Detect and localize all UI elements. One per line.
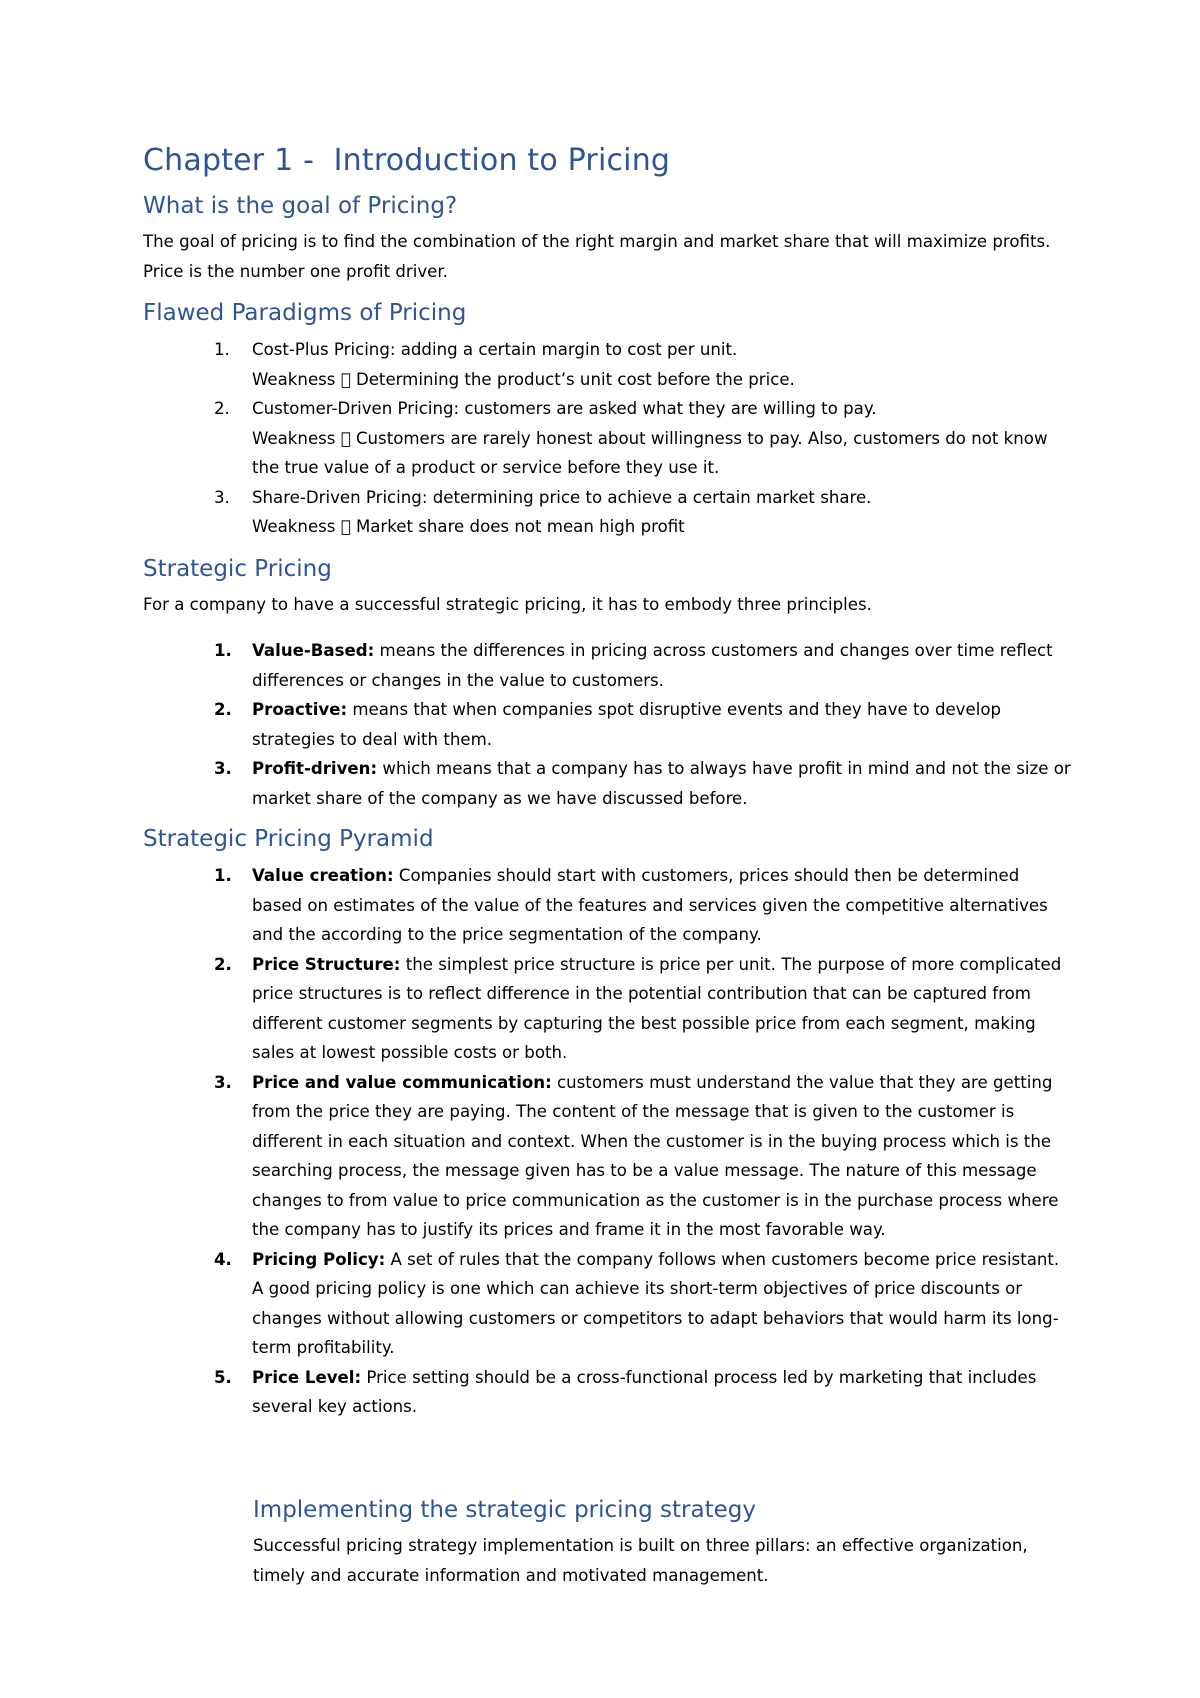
list-item	[214, 394, 1072, 483]
list-number: 2.	[214, 954, 232, 974]
item-text: means the differences in pricing across customers and changes over time reflect differences or changes in the value to customers.	[252, 641, 1053, 690]
item-text: which means that a company has to always have profit in mind and not the size or market share of the company as we have discussed before.	[252, 759, 1071, 808]
list-item	[214, 861, 1072, 950]
list-number: 3.	[214, 487, 230, 507]
strategic-pricing-intro: For a company to have a successful strategic pricing, it has to embody three principles.	[143, 595, 872, 614]
weakness-text: Weakness Determining the product’s unit cost before the price.	[252, 369, 780, 389]
list-item-text: Share-Driven Pricing: determining price to achieve a certain market share.	[252, 487, 872, 507]
implementing-paragraph: Successful pricing strategy implementation is built on three pillars: an effective organization, timely and accurate information and motivated management.	[253, 1536, 1028, 1585]
weakness-text: Weakness Market share does not mean high profit	[252, 517, 670, 536]
implementing-heading: Implementing the strategic pricing strategy	[253, 1497, 756, 1523]
strategic-principles-list	[214, 636, 1072, 813]
item-text: means that when companies spot disruptive events and they have to develop strategies to deal with them.	[252, 700, 1002, 749]
pyramid-heading: Strategic Pricing Pyramid	[143, 826, 434, 852]
list-item	[214, 950, 1072, 1068]
item-label: Value-Based:	[252, 641, 375, 660]
item-label: Value creation:	[252, 866, 394, 885]
item-label: Price and value communication:	[252, 1072, 552, 1092]
item-text: A set of rules that the company follows when customers become price resistant. A good pricing policy is one which can achieve its short-term objectives of price discounts or changes without allowing customers or competitors to adapt behaviors that would harm its long-term profitability.	[252, 1249, 1060, 1357]
strategic-pricing-heading: Strategic Pricing	[143, 556, 332, 582]
list-number: 3.	[214, 1072, 232, 1092]
list-item	[214, 1245, 1072, 1363]
item-label: Price Structure:	[252, 954, 401, 974]
item-label: Proactive:	[252, 700, 348, 719]
list-item	[214, 1068, 1072, 1245]
flawed-paradigms-heading: Flawed Paradigms of Pricing	[143, 300, 467, 326]
flawed-paradigms-list	[214, 335, 1072, 542]
goal-heading: What is the goal of Pricing?	[143, 193, 458, 219]
list-number: 2.	[214, 399, 230, 418]
list-number: 2.	[214, 700, 232, 719]
item-text: Price setting should be a cross-functional process led by marketing that includes several key actions.	[252, 1367, 1037, 1416]
list-number: 1.	[214, 866, 232, 885]
item-label: Profit-driven:	[252, 759, 378, 778]
weakness-text: Weakness Customers are rarely honest about willingness to pay. Also, customers do not know the true value of a product or service before they use it.	[252, 428, 1065, 477]
list-item	[214, 483, 1072, 542]
list-item	[214, 1363, 1072, 1422]
list-item-text: Cost-Plus Pricing: adding a certain margin to cost per unit.	[252, 340, 738, 359]
item-text: the simplest price structure is price per unit. The purpose of more complicated price structures is to reflect difference in the potential contribution that can be captured from different customer segments by capturing the best possible price from each segment, making sales at lowest possible costs or both.	[252, 954, 1062, 1062]
list-item	[214, 695, 1072, 754]
item-text: Companies should start with customers, prices should then be determined based on estimates of the value of the features and services given the competitive alternatives and the according to the price segmentation of the company.	[252, 866, 1048, 944]
list-item	[214, 636, 1072, 695]
list-number: 1.	[214, 641, 232, 660]
item-label: Price Level:	[252, 1367, 362, 1387]
chapter-title: Chapter 1 - Introduction to Pricing	[143, 143, 671, 178]
list-number: 4.	[214, 1249, 232, 1269]
list-number: 5.	[214, 1367, 232, 1387]
goal-paragraph: The goal of pricing is to find the combination of the right margin and market share that will maximize profits. Price is the number one profit driver.	[143, 232, 1051, 281]
list-number: 3.	[214, 759, 232, 778]
list-item	[214, 754, 1072, 813]
list-item-text: Customer-Driven Pricing: customers are asked what they are willing to pay.	[252, 399, 877, 418]
item-label: Pricing Policy:	[252, 1249, 386, 1269]
list-item	[214, 335, 1072, 394]
pyramid-list	[214, 861, 1072, 1422]
list-number: 1.	[214, 340, 230, 359]
item-text: customers must understand the value that they are getting from the price they are paying. The content of the message that is given to the customer is different in each situation and context. When the customer is in the buying process which is the searching process, the message given has to be a value message. The nature of this message changes to from value to price communication as the customer is in the purchase process where the company has to justify its prices and frame it in the most favorable way.	[252, 1072, 1059, 1239]
